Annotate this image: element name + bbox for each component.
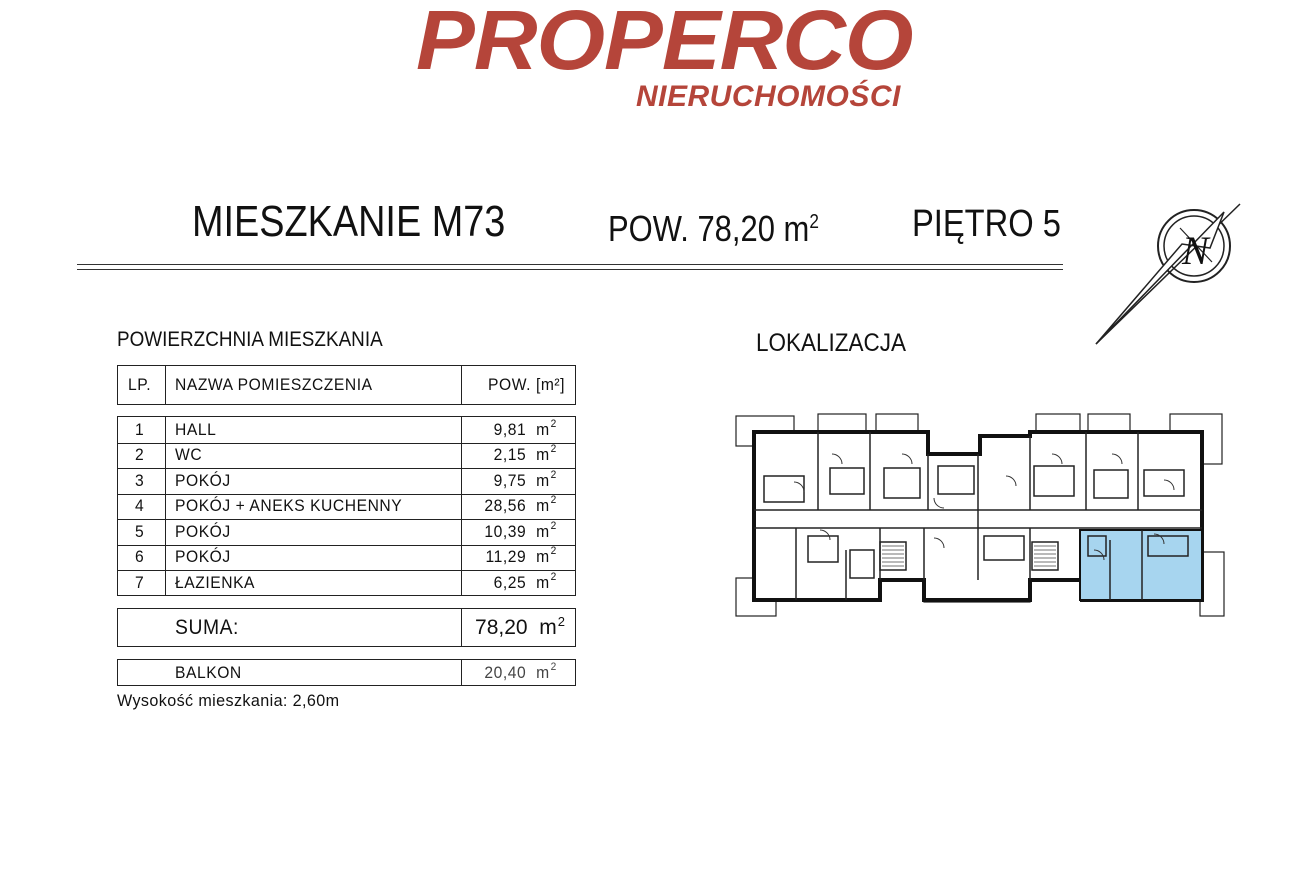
apartment-title: MIESZKANIE M73 — [192, 197, 506, 246]
floor-plan-location — [734, 410, 1226, 620]
row-lp: 3 — [134, 470, 145, 490]
apartment-floor: PIĘTRO 5 — [912, 203, 1061, 245]
balcony-label: BALKON — [175, 662, 242, 682]
header-area: POW. [m²] — [488, 375, 566, 394]
table-row — [118, 519, 575, 546]
header-rule-top — [77, 264, 1063, 265]
row-lp: 4 — [134, 496, 145, 516]
balcony-table — [117, 659, 576, 686]
sum-table — [117, 608, 576, 647]
row-area: 9,75 m $^2$ — [493, 468, 557, 490]
row-name: HALL — [175, 419, 217, 439]
sum-value: 78,20 m $^2$ — [475, 614, 565, 639]
apartment-area: POW. 78,20 $m^2$ — [608, 208, 819, 249]
sum-label: SUMA: — [175, 615, 239, 639]
row-area: 11,29 m $^2$ — [485, 545, 557, 567]
table-row — [118, 443, 575, 470]
row-area: 9,81 m $^2$ — [493, 417, 557, 439]
row-name: WC — [175, 445, 203, 465]
row-lp: 7 — [134, 572, 145, 592]
balcony-value: 20,40 m $^2$ — [484, 660, 557, 682]
row-lp: 1 — [134, 419, 145, 439]
header-rule-bottom — [77, 269, 1063, 270]
rooms-table-header — [117, 365, 576, 405]
table-row — [118, 545, 575, 572]
row-name: POKÓJ — [175, 470, 231, 490]
table-row — [118, 468, 575, 495]
row-lp: 2 — [134, 445, 145, 465]
row-name: POKÓJ + ANEKS KUCHENNY — [175, 496, 403, 516]
header-lp: LP. — [128, 375, 152, 394]
header-name: NAZWA POMIESZCZENIA — [175, 375, 373, 394]
row-lp: 5 — [134, 521, 145, 541]
row-area: 28,56 m $^2$ — [484, 494, 557, 516]
table-row — [118, 494, 575, 521]
row-name: ŁAZIENKA — [175, 572, 256, 592]
apartment-height-note: Wysokość mieszkania: 2,60m — [117, 691, 340, 710]
section-label: POWIERZCHNIA MIESZKANIA — [117, 328, 383, 351]
north-compass-icon — [1062, 186, 1246, 350]
rooms-table — [117, 416, 576, 596]
logo-subtitle: NIERUCHOMOŚCI — [636, 80, 901, 113]
row-area: 2,15 m $^2$ — [493, 443, 557, 465]
row-name: POKÓJ — [175, 521, 231, 541]
row-lp: 6 — [134, 547, 145, 567]
table-row — [118, 570, 575, 596]
row-name: POKÓJ — [175, 547, 231, 567]
location-label: LOKALIZACJA — [756, 329, 907, 357]
row-area: 10,39 m $^2$ — [484, 519, 557, 541]
logo-wordmark: PROPERCO — [416, 0, 913, 87]
compass-letter: N — [1182, 228, 1209, 273]
row-area: 6,25 m $^2$ — [493, 570, 557, 592]
table-row — [118, 417, 575, 444]
